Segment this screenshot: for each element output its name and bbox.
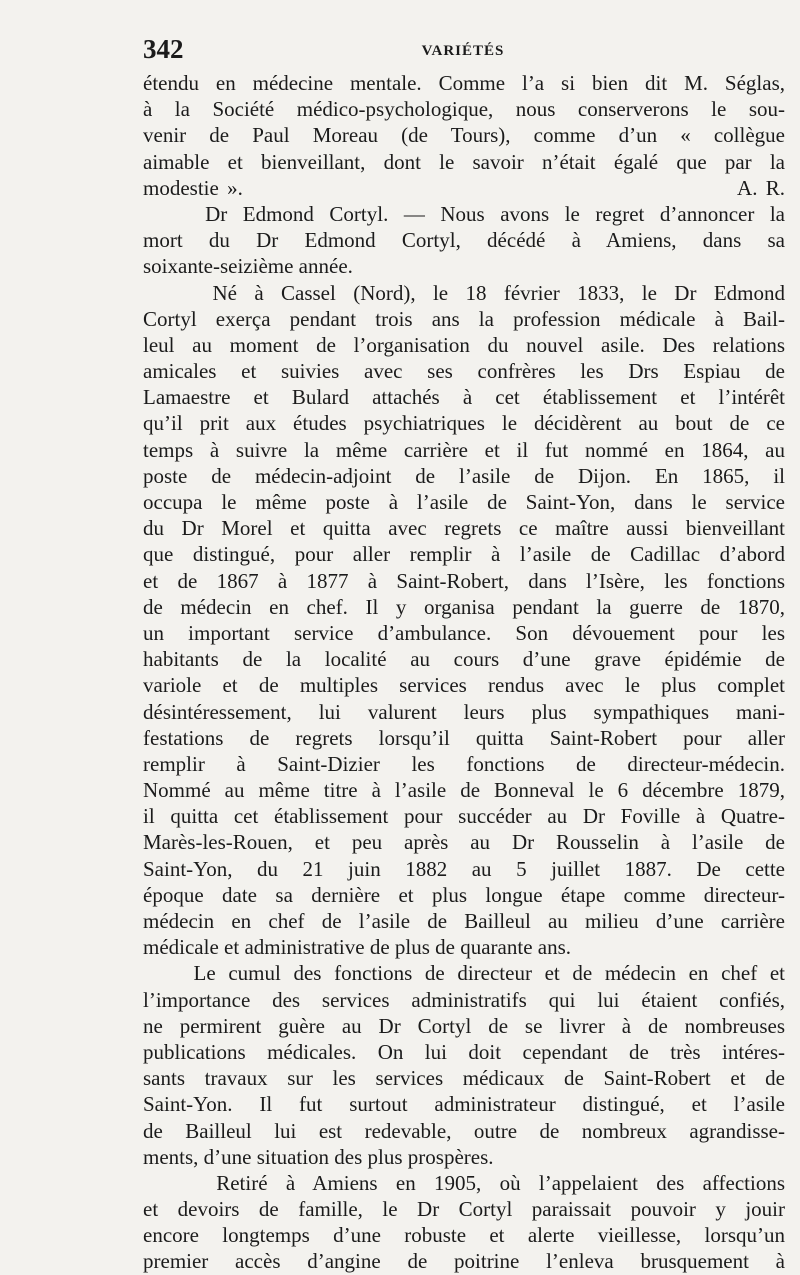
text-line: sants travaux sur les services médicaux de Saint-Robert et de	[143, 1066, 785, 1091]
text-line: premier accès d’angine de poitrine l’enleva brusquement à	[143, 1249, 785, 1274]
text-line: modestie ». A. R.	[143, 175, 785, 200]
text-line: encore longtemps d’une robuste et alerte vieillesse, lorsqu’un	[143, 1223, 785, 1248]
text-line: de Bailleul lui est redevable, outre de nombreux agrandisse-	[143, 1118, 785, 1143]
text-line: Saint-Yon, du 21 juin 1882 au 5 juillet 1887. De cette	[143, 856, 785, 881]
text-line: festations de regrets lorsqu’il quitta Saint-Robert pour aller	[143, 725, 785, 750]
text-line: l’importance des services administratifs qui lui étaient confiés,	[143, 987, 785, 1012]
text-line: Nommé au même titre à l’asile de Bonneval le 6 décembre 1879,	[143, 778, 785, 803]
text-line: occupa le même poste à l’asile de Saint-Yon, dans le service	[143, 490, 785, 514]
text-line: de médecin en chef. Il y organisa pendant la guerre de 1870,	[143, 594, 785, 619]
text-line: ments, d’une situation des plus prospères.	[143, 1144, 494, 1169]
page-number: 342	[143, 34, 184, 64]
text-line: Retiré à Amiens en 1905, où l’appelaient des affections	[143, 1170, 785, 1195]
text-line: Cortyl exerça pendant trois ans la profession médicale à Bail-	[143, 306, 785, 331]
text-line: publications médicales. On lui doit cependant de très intéres-	[143, 1039, 785, 1064]
text-line: époque date sa dernière et plus longue étape comme directeur-	[143, 882, 785, 907]
text-line: étendu en médecine mentale. Comme l’a si bien dit M. Séglas,	[143, 71, 785, 95]
text-line: Le cumul des fonctions de directeur et de médecin en chef et	[143, 961, 785, 986]
body-text	[143, 70, 785, 1275]
running-head: VARIÉTÉS	[421, 43, 505, 59]
text-line: Né à Cassel (Nord), le 18 février 1833, le Dr Edmond	[143, 280, 785, 305]
text-line: aimable et bienveillant, dont le savoir n’était égalé que par la	[143, 149, 785, 174]
text-line: temps à suivre la même carrière et il fut nommé en 1864, au	[143, 437, 785, 462]
text-line: Dr Edmond Cortyl. — Nous avons le regret d’annoncer la	[143, 201, 785, 226]
text-line: Lamaestre et Bulard attachés à cet établissement et l’intérêt	[143, 385, 785, 410]
text-line: habitants de la localité au cours d’une grave épidémie de	[143, 647, 785, 672]
page-header	[143, 34, 783, 64]
text-line: à la Société médico-psychologique, nous conserverons le sou-	[143, 97, 785, 122]
text-line: amicales et suivies avec ses confrères les Drs Espiau de	[143, 359, 785, 384]
text-line: désintéressement, lui valurent leurs plus sympathiques mani-	[143, 699, 785, 724]
text-line: Saint-Yon. Il fut surtout administrateur distingué, et l’asile	[143, 1092, 785, 1117]
text-line: médicale et administrative de plus de quarante ans.	[143, 935, 572, 960]
text-line: mort du Dr Edmond Cortyl, décédé à Amiens, dans sa	[143, 228, 785, 253]
text-line: et de 1867 à 1877 à Saint-Robert, dans l’Isère, les fonctions	[143, 568, 785, 593]
text-line: poste de médecin-adjoint de l’asile de Dijon. En 1865, il	[143, 463, 785, 488]
text-line: du Dr Morel et quitta avec regrets ce maître aussi bienveillant	[143, 516, 785, 541]
text-line: ne permirent guère au Dr Cortyl de se livrer à de nombreuses	[143, 1013, 785, 1038]
text-line: leul au moment de l’organisation du nouvel asile. Des relations	[143, 332, 785, 357]
text-line: il quitta cet établissement pour succéder au Dr Foville à Quatre-	[143, 804, 785, 829]
text-line: et devoirs de famille, le Dr Cortyl paraissait pouvoir y jouir	[143, 1197, 785, 1222]
text-line: variole et de multiples services rendus avec le plus complet	[143, 673, 785, 698]
text-line: soixante-seizième année.	[143, 254, 353, 279]
text-line: Marès-les-Rouen, et peu après au Dr Rousselin à l’asile de	[143, 830, 785, 855]
text-line: venir de Paul Moreau (de Tours), comme d’un « collègue	[143, 123, 785, 148]
text-line: médecin en chef de l’asile de Bailleul au milieu d’une carrière	[143, 909, 785, 933]
text-line: un important service d’ambulance. Son dévouement pour les	[143, 620, 785, 645]
text-line: qu’il prit aux études psychiatriques le décidèrent au bout de ce	[143, 411, 785, 436]
text-line: que distingué, pour aller remplir à l’asile de Cadillac d’abord	[143, 542, 785, 567]
text-line: remplir à Saint-Dizier les fonctions de directeur-médecin.	[143, 751, 785, 776]
